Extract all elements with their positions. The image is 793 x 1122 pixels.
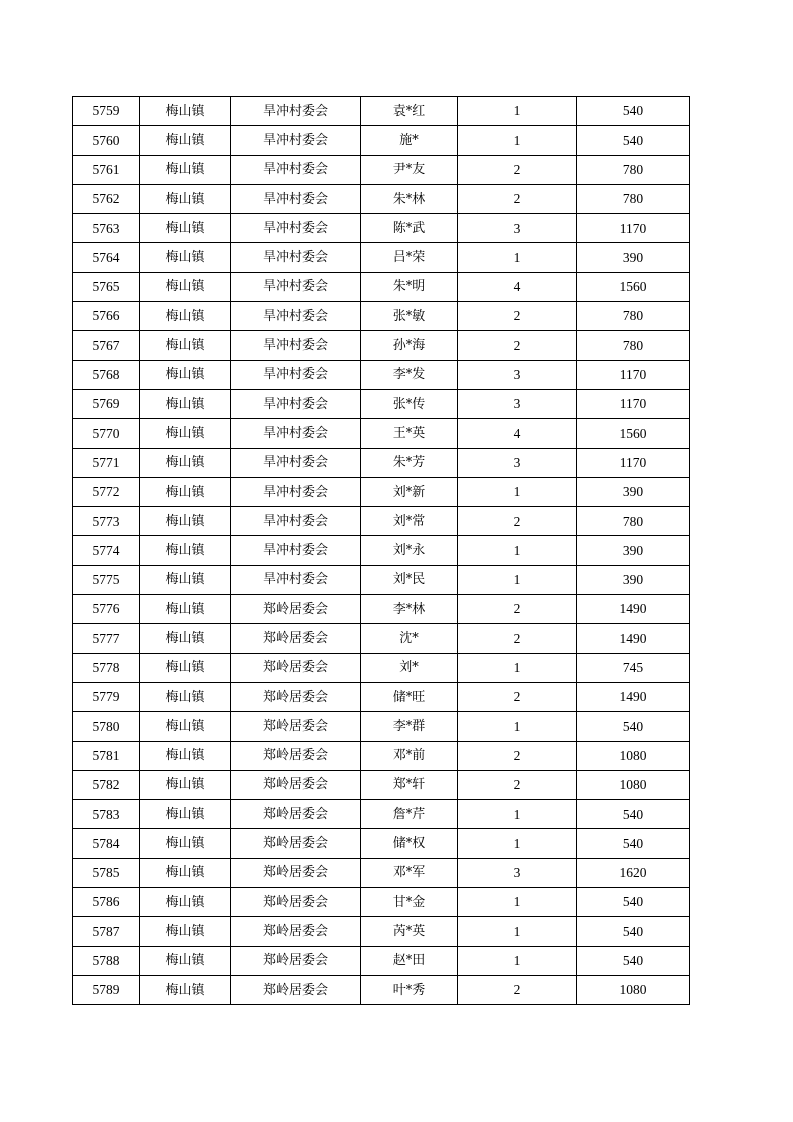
cell-amount: 780 bbox=[577, 155, 690, 184]
cell-town: 梅山镇 bbox=[140, 477, 231, 506]
cell-serial-number: 5774 bbox=[73, 536, 140, 565]
cell-household-count: 2 bbox=[458, 624, 577, 653]
cell-town: 梅山镇 bbox=[140, 448, 231, 477]
cell-person-name: 王*英 bbox=[361, 419, 458, 448]
cell-person-name: 刘*民 bbox=[361, 565, 458, 594]
cell-household-count: 1 bbox=[458, 829, 577, 858]
cell-amount: 540 bbox=[577, 97, 690, 126]
cell-amount: 1620 bbox=[577, 858, 690, 887]
cell-serial-number: 5776 bbox=[73, 595, 140, 624]
cell-serial-number: 5762 bbox=[73, 184, 140, 213]
cell-village-committee: 旱冲村委会 bbox=[231, 126, 361, 155]
cell-town: 梅山镇 bbox=[140, 331, 231, 360]
cell-village-committee: 旱冲村委会 bbox=[231, 389, 361, 418]
cell-amount: 540 bbox=[577, 712, 690, 741]
table-row bbox=[73, 155, 690, 184]
cell-serial-number: 5770 bbox=[73, 419, 140, 448]
cell-amount: 390 bbox=[577, 565, 690, 594]
cell-village-committee: 郑岭居委会 bbox=[231, 888, 361, 917]
cell-village-committee: 旱冲村委会 bbox=[231, 243, 361, 272]
cell-village-committee: 郑岭居委会 bbox=[231, 917, 361, 946]
cell-amount: 1170 bbox=[577, 360, 690, 389]
cell-serial-number: 5783 bbox=[73, 800, 140, 829]
cell-person-name: 储*旺 bbox=[361, 682, 458, 711]
cell-household-count: 2 bbox=[458, 741, 577, 770]
table-body bbox=[73, 97, 690, 1005]
cell-village-committee: 郑岭居委会 bbox=[231, 653, 361, 682]
cell-town: 梅山镇 bbox=[140, 624, 231, 653]
cell-amount: 780 bbox=[577, 331, 690, 360]
cell-person-name: 詹*芹 bbox=[361, 800, 458, 829]
table-row bbox=[73, 741, 690, 770]
cell-household-count: 2 bbox=[458, 595, 577, 624]
cell-person-name: 朱*芳 bbox=[361, 448, 458, 477]
cell-serial-number: 5764 bbox=[73, 243, 140, 272]
cell-person-name: 甘*金 bbox=[361, 888, 458, 917]
cell-amount: 745 bbox=[577, 653, 690, 682]
table-row bbox=[73, 184, 690, 213]
cell-town: 梅山镇 bbox=[140, 419, 231, 448]
cell-person-name: 吕*荣 bbox=[361, 243, 458, 272]
cell-amount: 540 bbox=[577, 917, 690, 946]
cell-amount: 1490 bbox=[577, 682, 690, 711]
cell-household-count: 3 bbox=[458, 858, 577, 887]
cell-village-committee: 旱冲村委会 bbox=[231, 302, 361, 331]
cell-amount: 1490 bbox=[577, 624, 690, 653]
cell-household-count: 1 bbox=[458, 946, 577, 975]
cell-person-name: 储*权 bbox=[361, 829, 458, 858]
table-row bbox=[73, 800, 690, 829]
cell-household-count: 2 bbox=[458, 770, 577, 799]
cell-serial-number: 5767 bbox=[73, 331, 140, 360]
cell-amount: 540 bbox=[577, 888, 690, 917]
cell-serial-number: 5768 bbox=[73, 360, 140, 389]
cell-person-name: 施* bbox=[361, 126, 458, 155]
cell-serial-number: 5787 bbox=[73, 917, 140, 946]
cell-amount: 1170 bbox=[577, 389, 690, 418]
cell-village-committee: 郑岭居委会 bbox=[231, 770, 361, 799]
cell-village-committee: 旱冲村委会 bbox=[231, 565, 361, 594]
cell-amount: 1080 bbox=[577, 741, 690, 770]
cell-town: 梅山镇 bbox=[140, 800, 231, 829]
cell-town: 梅山镇 bbox=[140, 975, 231, 1004]
cell-town: 梅山镇 bbox=[140, 858, 231, 887]
cell-town: 梅山镇 bbox=[140, 917, 231, 946]
cell-serial-number: 5766 bbox=[73, 302, 140, 331]
cell-household-count: 1 bbox=[458, 800, 577, 829]
cell-village-committee: 旱冲村委会 bbox=[231, 97, 361, 126]
table-row bbox=[73, 507, 690, 536]
cell-village-committee: 旱冲村委会 bbox=[231, 477, 361, 506]
cell-serial-number: 5765 bbox=[73, 272, 140, 301]
table-row bbox=[73, 888, 690, 917]
cell-serial-number: 5781 bbox=[73, 741, 140, 770]
cell-town: 梅山镇 bbox=[140, 214, 231, 243]
cell-person-name: 朱*林 bbox=[361, 184, 458, 213]
cell-household-count: 2 bbox=[458, 331, 577, 360]
cell-household-count: 2 bbox=[458, 975, 577, 1004]
cell-serial-number: 5777 bbox=[73, 624, 140, 653]
cell-amount: 390 bbox=[577, 477, 690, 506]
cell-serial-number: 5780 bbox=[73, 712, 140, 741]
cell-amount: 1170 bbox=[577, 448, 690, 477]
cell-serial-number: 5784 bbox=[73, 829, 140, 858]
table-row bbox=[73, 975, 690, 1004]
cell-village-committee: 旱冲村委会 bbox=[231, 419, 361, 448]
cell-amount: 1080 bbox=[577, 975, 690, 1004]
cell-amount: 780 bbox=[577, 302, 690, 331]
cell-amount: 1080 bbox=[577, 770, 690, 799]
cell-person-name: 李*林 bbox=[361, 595, 458, 624]
cell-amount: 540 bbox=[577, 946, 690, 975]
table-row bbox=[73, 214, 690, 243]
cell-town: 梅山镇 bbox=[140, 389, 231, 418]
cell-serial-number: 5779 bbox=[73, 682, 140, 711]
cell-town: 梅山镇 bbox=[140, 682, 231, 711]
table-row bbox=[73, 565, 690, 594]
cell-amount: 1560 bbox=[577, 419, 690, 448]
cell-town: 梅山镇 bbox=[140, 888, 231, 917]
cell-household-count: 2 bbox=[458, 682, 577, 711]
table-row bbox=[73, 595, 690, 624]
cell-town: 梅山镇 bbox=[140, 243, 231, 272]
cell-village-committee: 郑岭居委会 bbox=[231, 975, 361, 1004]
cell-village-committee: 旱冲村委会 bbox=[231, 214, 361, 243]
table-row bbox=[73, 829, 690, 858]
cell-serial-number: 5771 bbox=[73, 448, 140, 477]
cell-household-count: 2 bbox=[458, 184, 577, 213]
cell-serial-number: 5763 bbox=[73, 214, 140, 243]
table-row bbox=[73, 624, 690, 653]
cell-village-committee: 郑岭居委会 bbox=[231, 858, 361, 887]
cell-household-count: 1 bbox=[458, 888, 577, 917]
cell-village-committee: 郑岭居委会 bbox=[231, 741, 361, 770]
cell-person-name: 刘*常 bbox=[361, 507, 458, 536]
cell-amount: 1170 bbox=[577, 214, 690, 243]
cell-village-committee: 旱冲村委会 bbox=[231, 448, 361, 477]
table-row bbox=[73, 770, 690, 799]
table-row bbox=[73, 243, 690, 272]
cell-town: 梅山镇 bbox=[140, 946, 231, 975]
cell-person-name: 尹*友 bbox=[361, 155, 458, 184]
cell-serial-number: 5773 bbox=[73, 507, 140, 536]
cell-person-name: 叶*秀 bbox=[361, 975, 458, 1004]
cell-amount: 390 bbox=[577, 243, 690, 272]
cell-person-name: 邓*军 bbox=[361, 858, 458, 887]
cell-village-committee: 旱冲村委会 bbox=[231, 507, 361, 536]
cell-town: 梅山镇 bbox=[140, 507, 231, 536]
cell-serial-number: 5782 bbox=[73, 770, 140, 799]
cell-village-committee: 郑岭居委会 bbox=[231, 712, 361, 741]
cell-serial-number: 5759 bbox=[73, 97, 140, 126]
cell-person-name: 陈*武 bbox=[361, 214, 458, 243]
cell-amount: 1560 bbox=[577, 272, 690, 301]
cell-village-committee: 旱冲村委会 bbox=[231, 155, 361, 184]
cell-household-count: 3 bbox=[458, 389, 577, 418]
cell-person-name: 刘*新 bbox=[361, 477, 458, 506]
cell-serial-number: 5788 bbox=[73, 946, 140, 975]
cell-town: 梅山镇 bbox=[140, 653, 231, 682]
table-row bbox=[73, 536, 690, 565]
table-row bbox=[73, 302, 690, 331]
data-table bbox=[72, 96, 690, 1005]
cell-person-name: 郑*轩 bbox=[361, 770, 458, 799]
cell-person-name: 沈* bbox=[361, 624, 458, 653]
cell-household-count: 1 bbox=[458, 653, 577, 682]
table-row bbox=[73, 653, 690, 682]
table-row bbox=[73, 360, 690, 389]
cell-person-name: 张*传 bbox=[361, 389, 458, 418]
cell-village-committee: 郑岭居委会 bbox=[231, 682, 361, 711]
cell-village-committee: 旱冲村委会 bbox=[231, 331, 361, 360]
table-row bbox=[73, 272, 690, 301]
cell-amount: 540 bbox=[577, 829, 690, 858]
cell-household-count: 1 bbox=[458, 477, 577, 506]
cell-person-name: 邓*前 bbox=[361, 741, 458, 770]
cell-town: 梅山镇 bbox=[140, 829, 231, 858]
table-row bbox=[73, 477, 690, 506]
cell-town: 梅山镇 bbox=[140, 184, 231, 213]
cell-household-count: 4 bbox=[458, 419, 577, 448]
cell-household-count: 1 bbox=[458, 565, 577, 594]
cell-town: 梅山镇 bbox=[140, 536, 231, 565]
cell-household-count: 4 bbox=[458, 272, 577, 301]
cell-town: 梅山镇 bbox=[140, 741, 231, 770]
cell-serial-number: 5789 bbox=[73, 975, 140, 1004]
table-row bbox=[73, 946, 690, 975]
cell-amount: 390 bbox=[577, 536, 690, 565]
cell-person-name: 袁*红 bbox=[361, 97, 458, 126]
cell-person-name: 赵*田 bbox=[361, 946, 458, 975]
cell-town: 梅山镇 bbox=[140, 126, 231, 155]
cell-serial-number: 5775 bbox=[73, 565, 140, 594]
table-row bbox=[73, 389, 690, 418]
cell-town: 梅山镇 bbox=[140, 565, 231, 594]
cell-town: 梅山镇 bbox=[140, 272, 231, 301]
cell-village-committee: 旱冲村委会 bbox=[231, 272, 361, 301]
cell-serial-number: 5761 bbox=[73, 155, 140, 184]
table-row bbox=[73, 448, 690, 477]
cell-household-count: 1 bbox=[458, 536, 577, 565]
cell-person-name: 刘* bbox=[361, 653, 458, 682]
cell-household-count: 3 bbox=[458, 214, 577, 243]
cell-amount: 780 bbox=[577, 507, 690, 536]
cell-person-name: 李*发 bbox=[361, 360, 458, 389]
table-row bbox=[73, 682, 690, 711]
cell-person-name: 朱*明 bbox=[361, 272, 458, 301]
cell-amount: 780 bbox=[577, 184, 690, 213]
cell-town: 梅山镇 bbox=[140, 360, 231, 389]
table-row bbox=[73, 712, 690, 741]
cell-village-committee: 旱冲村委会 bbox=[231, 360, 361, 389]
table-row bbox=[73, 97, 690, 126]
cell-household-count: 2 bbox=[458, 302, 577, 331]
cell-household-count: 2 bbox=[458, 155, 577, 184]
cell-serial-number: 5786 bbox=[73, 888, 140, 917]
cell-household-count: 3 bbox=[458, 448, 577, 477]
table-row bbox=[73, 917, 690, 946]
cell-person-name: 芮*英 bbox=[361, 917, 458, 946]
cell-amount: 540 bbox=[577, 126, 690, 155]
cell-person-name: 李*群 bbox=[361, 712, 458, 741]
cell-household-count: 1 bbox=[458, 917, 577, 946]
cell-village-committee: 旱冲村委会 bbox=[231, 184, 361, 213]
table-row bbox=[73, 419, 690, 448]
cell-household-count: 1 bbox=[458, 712, 577, 741]
cell-household-count: 3 bbox=[458, 360, 577, 389]
cell-village-committee: 郑岭居委会 bbox=[231, 624, 361, 653]
table-row bbox=[73, 331, 690, 360]
cell-amount: 540 bbox=[577, 800, 690, 829]
cell-serial-number: 5772 bbox=[73, 477, 140, 506]
cell-town: 梅山镇 bbox=[140, 155, 231, 184]
cell-village-committee: 郑岭居委会 bbox=[231, 800, 361, 829]
cell-person-name: 刘*永 bbox=[361, 536, 458, 565]
cell-town: 梅山镇 bbox=[140, 712, 231, 741]
cell-village-committee: 郑岭居委会 bbox=[231, 595, 361, 624]
cell-serial-number: 5785 bbox=[73, 858, 140, 887]
cell-village-committee: 旱冲村委会 bbox=[231, 536, 361, 565]
cell-town: 梅山镇 bbox=[140, 595, 231, 624]
cell-person-name: 张*敏 bbox=[361, 302, 458, 331]
cell-household-count: 1 bbox=[458, 97, 577, 126]
cell-amount: 1490 bbox=[577, 595, 690, 624]
cell-household-count: 1 bbox=[458, 243, 577, 272]
cell-serial-number: 5760 bbox=[73, 126, 140, 155]
cell-person-name: 孙*海 bbox=[361, 331, 458, 360]
cell-village-committee: 郑岭居委会 bbox=[231, 829, 361, 858]
cell-household-count: 1 bbox=[458, 126, 577, 155]
cell-village-committee: 郑岭居委会 bbox=[231, 946, 361, 975]
cell-serial-number: 5769 bbox=[73, 389, 140, 418]
cell-town: 梅山镇 bbox=[140, 97, 231, 126]
cell-town: 梅山镇 bbox=[140, 302, 231, 331]
cell-town: 梅山镇 bbox=[140, 770, 231, 799]
table-row bbox=[73, 858, 690, 887]
cell-household-count: 2 bbox=[458, 507, 577, 536]
cell-serial-number: 5778 bbox=[73, 653, 140, 682]
table-row bbox=[73, 126, 690, 155]
